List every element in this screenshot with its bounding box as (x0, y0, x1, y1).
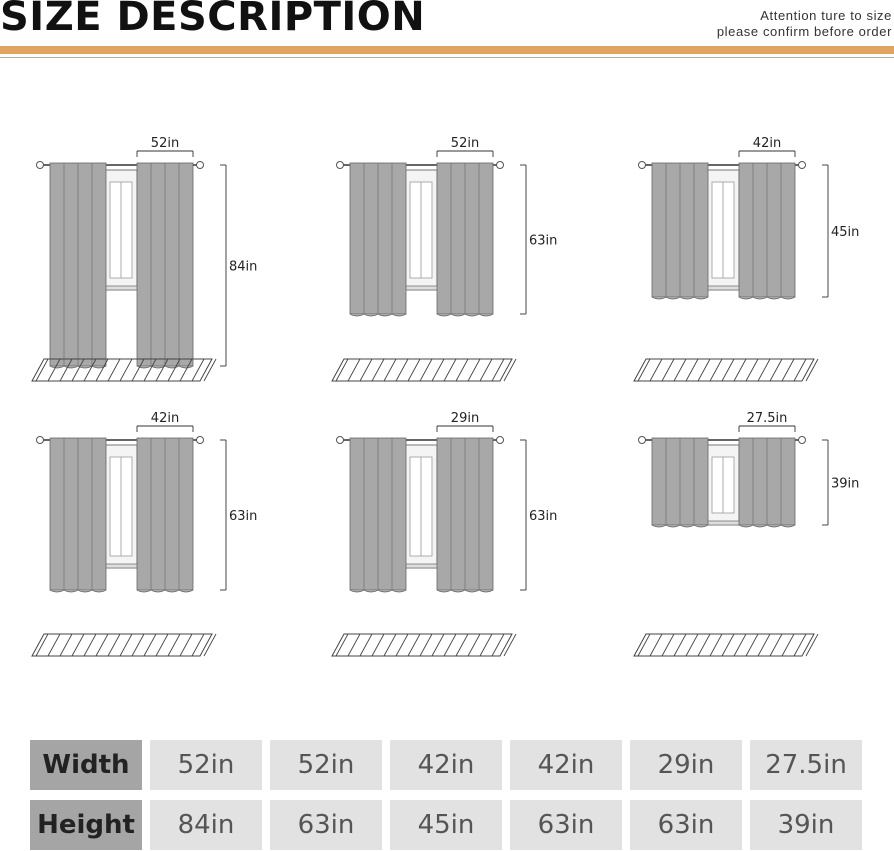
floor-hatch (48, 634, 60, 656)
height-cell: 45in (390, 800, 502, 850)
page-title: SIZE DESCRIPTION (0, 0, 426, 40)
rod-finial-left (639, 162, 646, 169)
floor-hatch (444, 634, 456, 656)
curtain-hem (437, 314, 493, 316)
floor-hatch (432, 359, 444, 381)
height-label: 63in (529, 509, 558, 524)
curtain-panel-3 (634, 136, 859, 381)
curtain-hem (137, 590, 193, 592)
floor-hatch (480, 359, 492, 381)
floor-hatch (144, 634, 156, 656)
floor-hatch (408, 634, 420, 656)
curtain-hem (652, 297, 708, 299)
rod-finial-right (799, 437, 806, 444)
height-cell: 63in (510, 800, 622, 850)
floor-hatch (120, 359, 132, 381)
curtain-panel-2 (332, 136, 557, 381)
width-label: 29in (450, 411, 480, 426)
width-cell: 52in (270, 740, 382, 790)
floor-hatch (168, 634, 180, 656)
floor-hatch (84, 634, 96, 656)
floor-hatch (698, 359, 710, 381)
height-cell: 39in (750, 800, 862, 850)
floor-hatch (650, 359, 662, 381)
height-label: 63in (529, 233, 558, 249)
floor-hatch (456, 359, 468, 381)
floor-hatch (420, 359, 432, 381)
floor-hatch (72, 634, 84, 656)
curtain-hem (50, 366, 106, 368)
floor-hatch (468, 634, 480, 656)
width-cell: 42in (390, 740, 502, 790)
floor-hatch (722, 634, 734, 656)
height-label: 84in (229, 259, 258, 275)
curtain-panel-6 (634, 411, 859, 656)
note-line-1: Attention ture to size (760, 8, 892, 23)
floor-hatch (60, 634, 72, 656)
floor-hatch (360, 634, 372, 656)
height-cell: 63in (630, 800, 742, 850)
floor-hatch (396, 634, 408, 656)
floor-hatch (384, 359, 396, 381)
floor-hatch (758, 634, 770, 656)
curtain-hem (437, 590, 493, 592)
rod-finial-right (799, 162, 806, 169)
rod-finial-right (197, 437, 204, 444)
floor-hatch (432, 634, 444, 656)
height-label: 63in (229, 509, 258, 524)
width-header: Width (30, 740, 142, 790)
curtain-hem (350, 590, 406, 592)
floor-hatch (674, 634, 686, 656)
floor-hatch (348, 634, 360, 656)
rod-finial-right (497, 162, 504, 169)
floor-hatch (420, 634, 432, 656)
floor-hatch (686, 359, 698, 381)
rod-finial-right (197, 162, 204, 169)
floor-hatch (650, 634, 662, 656)
floor-hatch (396, 359, 408, 381)
floor-hatch (108, 634, 120, 656)
floor-hatch (180, 634, 192, 656)
floor-hatch (770, 359, 782, 381)
floor-hatch (674, 359, 686, 381)
height-cell: 84in (150, 800, 262, 850)
floor-hatch (372, 634, 384, 656)
height-label: 45in (831, 225, 860, 240)
floor-hatch (770, 634, 782, 656)
floor-hatch (734, 634, 746, 656)
floor-hatch (408, 359, 420, 381)
height-cell: 63in (270, 800, 382, 850)
floor-hatch (444, 359, 456, 381)
floor-hatch (348, 359, 360, 381)
floor-hatch (758, 359, 770, 381)
width-cell: 29in (630, 740, 742, 790)
floor-hatch (710, 359, 722, 381)
rod-finial-left (337, 437, 344, 444)
floor-hatch (686, 634, 698, 656)
floor-hatch (108, 359, 120, 381)
width-label: 52in (150, 136, 180, 151)
width-cell: 42in (510, 740, 622, 790)
curtain-panel-4 (32, 411, 257, 656)
floor-hatch (480, 634, 492, 656)
floor-hatch (782, 359, 794, 381)
note-line-2: please confirm before order (716, 24, 892, 39)
floor-hatch (156, 634, 168, 656)
rod-finial-left (337, 162, 344, 169)
floor-hatch (372, 359, 384, 381)
rod-finial-left (639, 437, 646, 444)
floor-hatch (360, 359, 372, 381)
floor-hatch (782, 634, 794, 656)
floor-hatch (722, 359, 734, 381)
curtain-hem (739, 525, 795, 527)
floor-hatch (132, 634, 144, 656)
floor-hatch (698, 634, 710, 656)
width-label: 42in (752, 136, 782, 151)
curtain-hem (739, 297, 795, 299)
height-header: Height (30, 800, 142, 850)
curtain-panel-1 (32, 136, 257, 381)
floor-hatch (662, 359, 674, 381)
rod-finial-left (37, 437, 44, 444)
width-label: 52in (450, 136, 480, 151)
rod-finial-right (497, 437, 504, 444)
floor-hatch (710, 634, 722, 656)
width-label: 42in (150, 411, 180, 426)
curtain-panel-5 (332, 411, 557, 656)
floor-hatch (456, 634, 468, 656)
curtain-hem (50, 590, 106, 592)
rod-finial-left (37, 162, 44, 169)
floor-hatch (746, 634, 758, 656)
floor-hatch (384, 634, 396, 656)
floor-hatch (734, 359, 746, 381)
floor-hatch (120, 634, 132, 656)
curtain-hem (350, 314, 406, 316)
curtain-hem (137, 366, 193, 368)
floor-hatch (662, 634, 674, 656)
height-label: 39in (831, 476, 860, 492)
floor-hatch (96, 634, 108, 656)
width-cell: 27.5in (750, 740, 862, 790)
floor-hatch (746, 359, 758, 381)
floor-hatch (468, 359, 480, 381)
curtain-hem (652, 525, 708, 527)
width-cell: 52in (150, 740, 262, 790)
width-label: 27.5in (746, 411, 788, 426)
